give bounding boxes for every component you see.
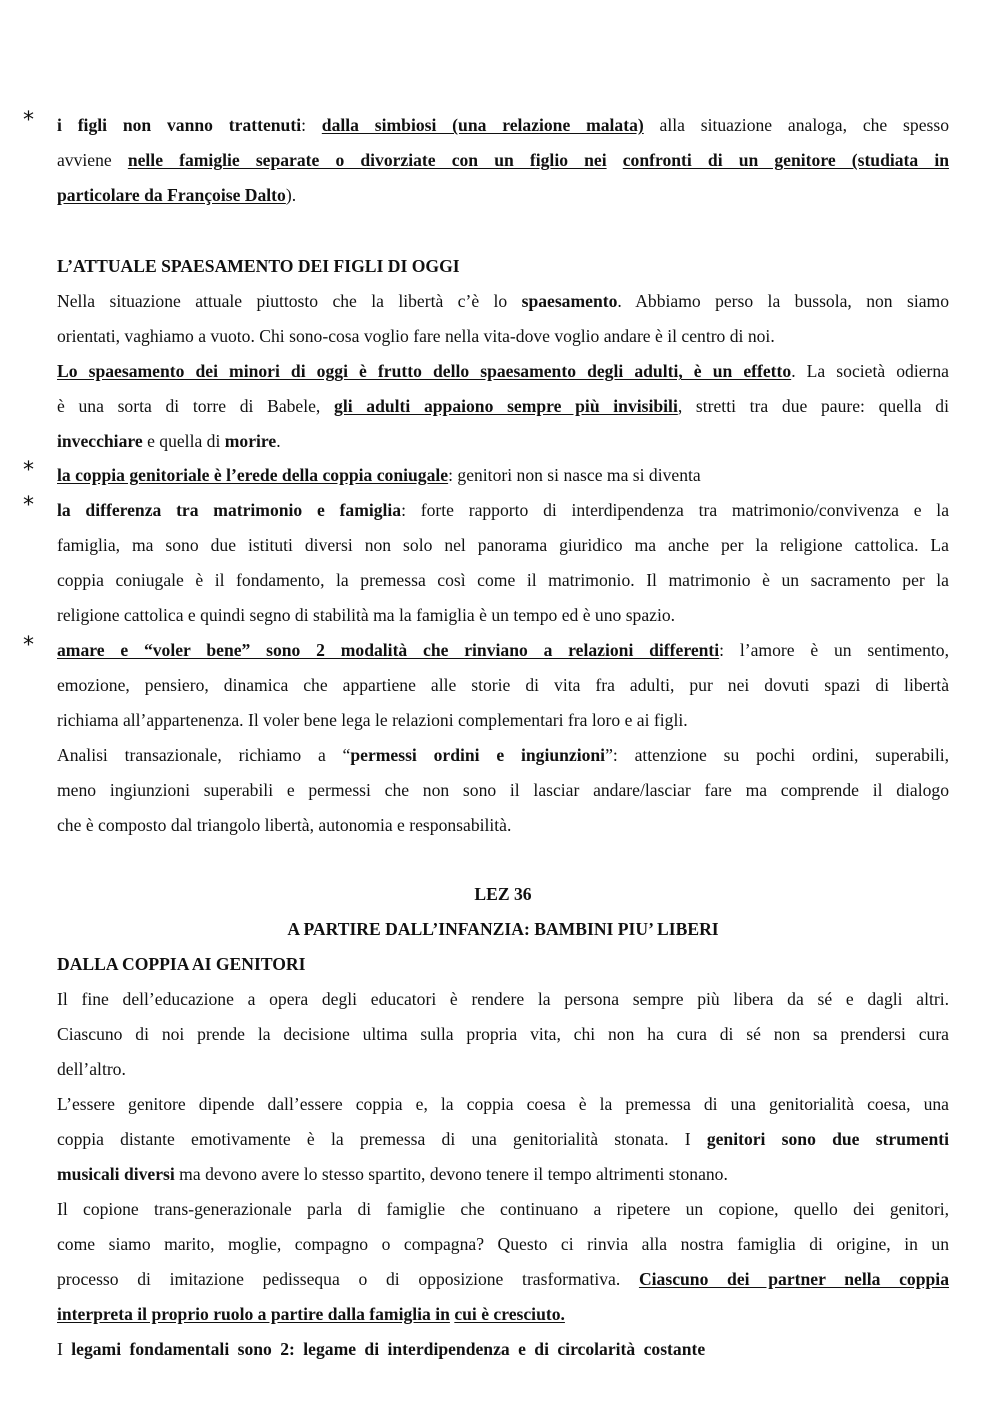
text: : forte rapporto di interdipendenza tra matrimonio/convivenza e la <box>401 500 950 520</box>
text-line <box>57 1332 949 1367</box>
section-coppia-genitori <box>57 947 949 1367</box>
text: , stretti tra due paure: quella di <box>677 396 949 416</box>
text-line: come siamo marito, moglie, compagno o compagna? Questo ci rinvia alla nostra famiglia di origine, in un <box>57 1234 949 1254</box>
lesson-title: A PARTIRE DALL’INFANZIA: BAMBINI PIU’ LIBERI <box>287 919 719 939</box>
text-line: dell’altro. <box>57 1059 126 1079</box>
bold-underlined-text: gli adulti appaiono sempre più invisibili <box>334 396 678 416</box>
section-heading: DALLA COPPIA AI GENITORI <box>57 954 306 974</box>
text: : l’amore è un sentimento, <box>719 640 949 660</box>
text: ). <box>285 185 297 205</box>
text: processo di imitazione pedissequa o di opposizione trasformativa. <box>57 1269 639 1289</box>
text-line: Il copione trans-generazionale parla di famiglie che continuano a ripetere un copione, quello dei genitori, <box>57 1199 949 1219</box>
asterisk-bullet-icon: * <box>23 458 34 483</box>
text-line <box>57 1297 949 1332</box>
text: e quella di <box>142 431 225 451</box>
text: Nella situazione attuale piuttosto che la libertà c’è lo <box>57 291 522 311</box>
text-line <box>57 1122 949 1157</box>
text-line: che è composto dal triangolo libertà, autonomia e responsabilità. <box>57 815 512 835</box>
text-line <box>57 1262 949 1297</box>
text-line <box>57 284 949 319</box>
text: : <box>301 115 322 135</box>
text-line <box>57 633 949 668</box>
section-heading: L’ATTUALE SPAESAMENTO DEI FIGLI DI OGGI <box>57 256 460 276</box>
bold-underlined-text: nelle famiglie separate o divorziate con un figlio nei <box>127 150 607 170</box>
text-line <box>57 458 949 493</box>
bold-text: morire <box>224 431 277 451</box>
text-line: L’essere genitore dipende dall’essere coppia e, la coppia coesa è la premessa di una genitorialità coesa, una <box>57 1094 949 1114</box>
text-line <box>57 143 949 178</box>
text-line <box>57 424 949 459</box>
bold-text: legami fondamentali sono 2: legame di interdipendenza e di circolarità costante <box>71 1339 706 1359</box>
text: coppia distante emotivamente è la premessa di una genitorialità stonata. I <box>57 1129 707 1149</box>
text-line: famiglia, ma sono due istituti diversi non solo nel panorama giuridico ma anche per la religione cattolica. La <box>57 535 949 555</box>
bold-underlined-text: interpreta il proprio ruolo a partire dalla famiglia in <box>57 1304 450 1324</box>
asterisk-bullet-icon: * <box>23 108 34 133</box>
text-line: orientati, vaghiamo a vuoto. Chi sono-cosa voglio fare nella vita-dove voglio andare è il centro di noi. <box>57 326 775 346</box>
text-line <box>57 493 949 528</box>
text-line: meno ingiunzioni superabili e permessi che non sono il lasciar andare/lasciar fare ma comprende il dialogo <box>57 780 949 800</box>
text-line: richiama all’appartenenza. Il voler bene lega le relazioni complementari fra loro e ai figli. <box>57 710 688 730</box>
section-spaesamento <box>57 249 949 459</box>
text-line: emozione, pensiero, dinamica che appartiene alle storie di vita fra adulti, pur nei dovuti spazi di libertà <box>57 675 949 695</box>
text-line: Ciascuno di noi prende la decisione ultima sulla propria vita, chi non ha cura di sé non sa prendersi cura <box>57 1024 949 1044</box>
text: avviene <box>57 150 128 170</box>
text: ma devono avere lo stesso spartito, devono tenere il tempo altrimenti stonano. <box>174 1164 728 1184</box>
asterisk-bullet-icon: * <box>23 493 34 518</box>
bullet-item-coppia <box>23 458 949 493</box>
bold-text: permessi ordini e ingiunzioni <box>350 745 606 765</box>
lesson-header <box>57 877 949 947</box>
bold-text: genitori sono due strumenti <box>706 1129 949 1149</box>
text: . La società odierna <box>791 361 949 381</box>
text-line <box>57 1157 949 1192</box>
bold-text: spaesamento <box>521 291 618 311</box>
bold-underlined-text: particolare da Françoise Dalto <box>57 185 286 205</box>
text <box>607 150 623 170</box>
text-line <box>57 178 949 213</box>
bold-text: i figli non vanno trattenuti <box>57 115 302 135</box>
text-line <box>57 389 949 424</box>
lesson-number: LEZ 36 <box>474 884 532 904</box>
text: I <box>57 1339 72 1359</box>
bold-underlined-text: dalla simbiosi (una relazione malata) <box>321 115 644 135</box>
bullet-item-figli <box>23 108 949 213</box>
text-line <box>57 738 949 773</box>
text: Analisi transazionale, richiamo a “ <box>57 745 351 765</box>
bullet-item-amare <box>23 633 949 843</box>
bold-underlined-text: cui è cresciuto. <box>454 1304 565 1324</box>
text: . <box>276 431 281 451</box>
bold-underlined-text: confronti di un genitore (studiata in <box>622 150 949 170</box>
text: alla situazione analoga, che spesso <box>643 115 949 135</box>
bullet-item-differenza <box>23 493 950 633</box>
text-line: Il fine dell’educazione a opera degli educatori è rendere la persona sempre più libera da sé e dagli altri. <box>57 989 949 1009</box>
bold-text: invecchiare <box>57 431 143 451</box>
bold-underlined-text: amare e “voler bene” sono 2 modalità che rinviano a relazioni differenti <box>57 640 720 660</box>
bold-underlined-text: Lo spaesamento dei minori di oggi è frutto dello spaesamento degli adulti, è un effetto <box>57 361 792 381</box>
text-line <box>57 108 949 143</box>
text: . Abbiamo perso la bussola, non siamo <box>617 291 950 311</box>
bold-text: la differenza tra matrimonio e famiglia <box>57 500 402 520</box>
bold-underlined-text: Ciascuno dei partner nella coppia <box>638 1269 949 1289</box>
text-line: religione cattolica e quindi segno di stabilità ma la famiglia è un tempo ed è uno spazio. <box>57 605 676 625</box>
bold-underlined-text: la coppia genitoriale è l’erede della coppia coniugale <box>57 465 449 485</box>
asterisk-bullet-icon: * <box>23 633 34 658</box>
text-line <box>57 354 949 389</box>
text: ”: attenzione su pochi ordini, superabili, <box>605 745 949 765</box>
bold-text: musicali diversi <box>57 1164 175 1184</box>
text: è una sorta di torre di Babele, <box>57 396 335 416</box>
text: : genitori non si nasce ma si diventa <box>448 465 701 485</box>
text-line: coppia coniugale è il fondamento, la premessa così come il matrimonio. Il matrimonio è un sacramento per la <box>57 570 949 590</box>
